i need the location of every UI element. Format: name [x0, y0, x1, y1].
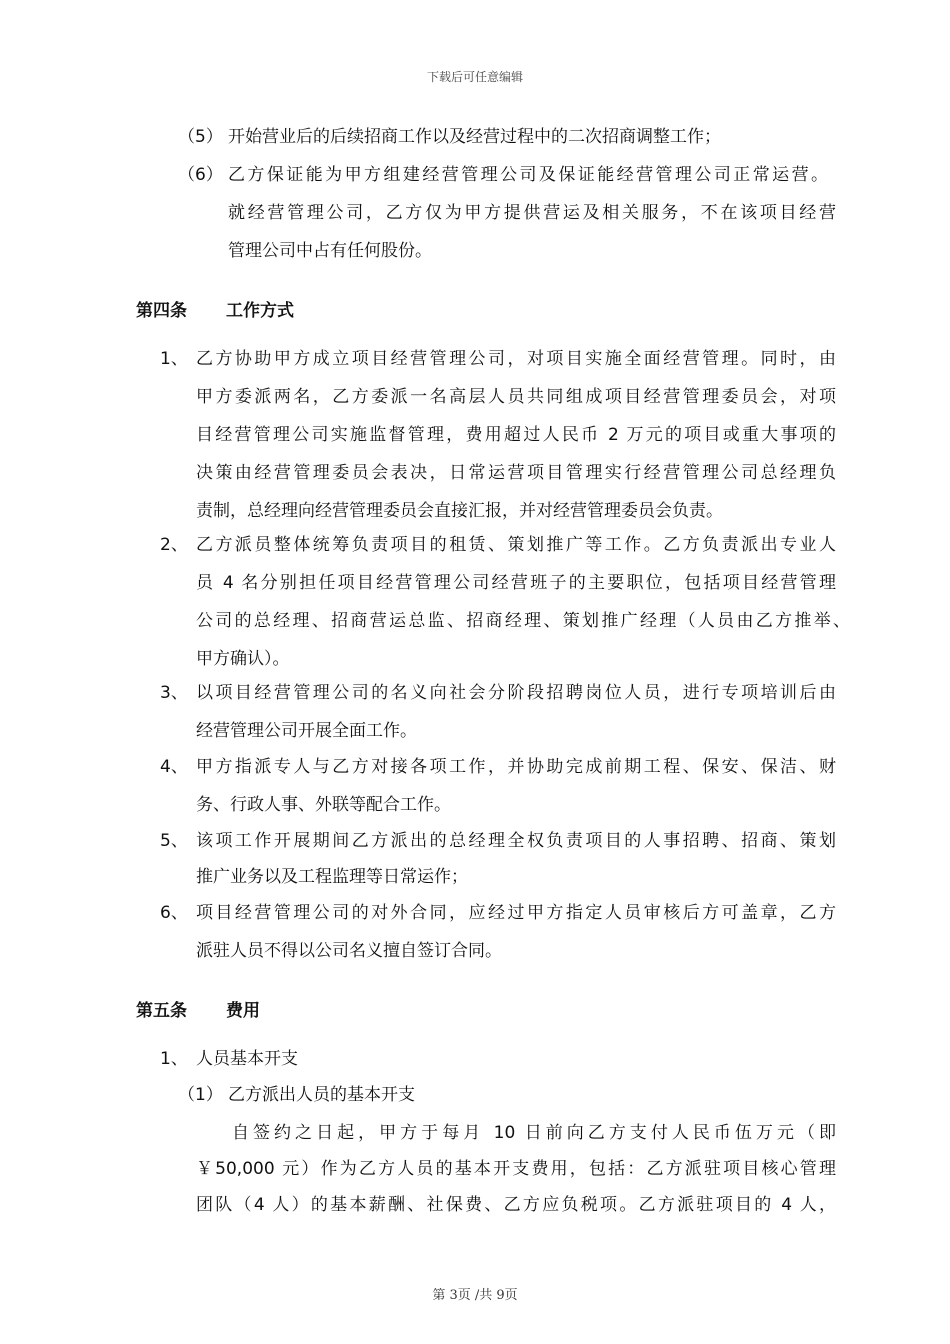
- item-text-line: 员 4 名分别担任项目经营管理公司经营班子的主要职位，包括项目经营管理: [196, 573, 836, 593]
- item-number: 5、: [160, 831, 188, 851]
- item-number: 6、: [160, 903, 188, 923]
- item-text-line: 乙方协助甲方成立项目经营管理公司，对项目实施全面经营管理。同时，由: [196, 349, 836, 369]
- item-text-line: 乙方派出人员的基本开支: [228, 1085, 415, 1105]
- item-text-line: 公司的总经理、招商营运总监、招商经理、策划推广经理（人员由乙方推举、: [196, 611, 850, 631]
- item-text-line: 务、行政人事、外联等配合工作。: [196, 795, 451, 815]
- section-title: 费用: [226, 1001, 260, 1021]
- item-text-line: 该项工作开展期间乙方派出的总经理全权负责项目的人事招聘、招商、策划: [196, 831, 836, 851]
- item-text-line: 人员基本开支: [196, 1049, 298, 1069]
- item-text-line: 甲方确认）。: [196, 649, 290, 669]
- item-number: （5）: [178, 127, 223, 147]
- section-heading: [136, 999, 260, 1023]
- item-number: 3、: [160, 683, 188, 703]
- item-text-line: 开始营业后的后续招商工作以及经营过程中的二次招商调整工作；: [228, 127, 721, 147]
- item-text-line: 经营管理公司开展全面工作。: [196, 721, 417, 741]
- item-text-line: 决策由经营管理委员会表决，日常运营项目管理实行经营管理公司总经理负: [196, 463, 836, 483]
- section-label: 第五条: [136, 1001, 187, 1021]
- page-header: 下载后可任意编辑: [426, 70, 523, 84]
- page-footer: 第 3页 /共 9页: [432, 1288, 518, 1303]
- item-text-line: 乙方派员整体统筹负责项目的租赁、策划推广等工作。乙方负责派出专业人: [196, 535, 836, 555]
- section-heading: [136, 299, 294, 323]
- item-text-line: 管理公司中占有任何股份。: [228, 241, 432, 261]
- item-text-line: 项目经营管理公司的对外合同，应经过甲方指定人员审核后方可盖章，乙方: [196, 903, 836, 923]
- item-text-line: 派驻人员不得以公司名义擅自签订合同。: [196, 941, 502, 961]
- item-text-line: 就经营管理公司，乙方仅为甲方提供营运及相关服务，不在该项目经营: [228, 203, 836, 223]
- section-title: 工作方式: [226, 301, 294, 321]
- item-number: （6）: [178, 165, 223, 185]
- paragraph-line: 自签约之日起，甲方于每月 10 日前向乙方支付人民币伍万元（即: [232, 1123, 836, 1143]
- item-number: （1）: [178, 1085, 223, 1105]
- item-text-line: 目经营管理公司实施监督管理，费用超过人民币 2 万元的项目或重大事项的: [196, 425, 836, 445]
- paragraph-line: ￥50,000 元）作为乙方人员的基本开支费用，包括：乙方派驻项目核心管理: [196, 1159, 836, 1179]
- item-text-line: 乙方保证能为甲方组建经营管理公司及保证能经营管理公司正常运营。: [228, 165, 828, 185]
- item-number: 1、: [160, 1049, 188, 1069]
- item-text-line: 责制，总经理向经营管理委员会直接汇报，并对经营管理委员会负责。: [196, 501, 723, 521]
- section-label: 第四条: [136, 301, 187, 321]
- item-number: 2、: [160, 535, 188, 555]
- item-text-line: 甲方指派专人与乙方对接各项工作，并协助完成前期工程、保安、保洁、财: [196, 757, 836, 777]
- item-number: 1、: [160, 349, 188, 369]
- paragraph-line: 团队（4 人）的基本薪酬、社保费、乙方应负税项。乙方派驻项目的 4 人，: [196, 1195, 836, 1215]
- item-text-line: 推广业务以及工程监理等日常运作；: [196, 867, 468, 887]
- item-text-line: 以项目经营管理公司的名义向社会分阶段招聘岗位人员，进行专项培训后由: [196, 683, 836, 703]
- item-text-line: 甲方委派两名，乙方委派一名高层人员共同组成项目经营管理委员会，对项: [196, 387, 836, 407]
- item-number: 4、: [160, 757, 188, 777]
